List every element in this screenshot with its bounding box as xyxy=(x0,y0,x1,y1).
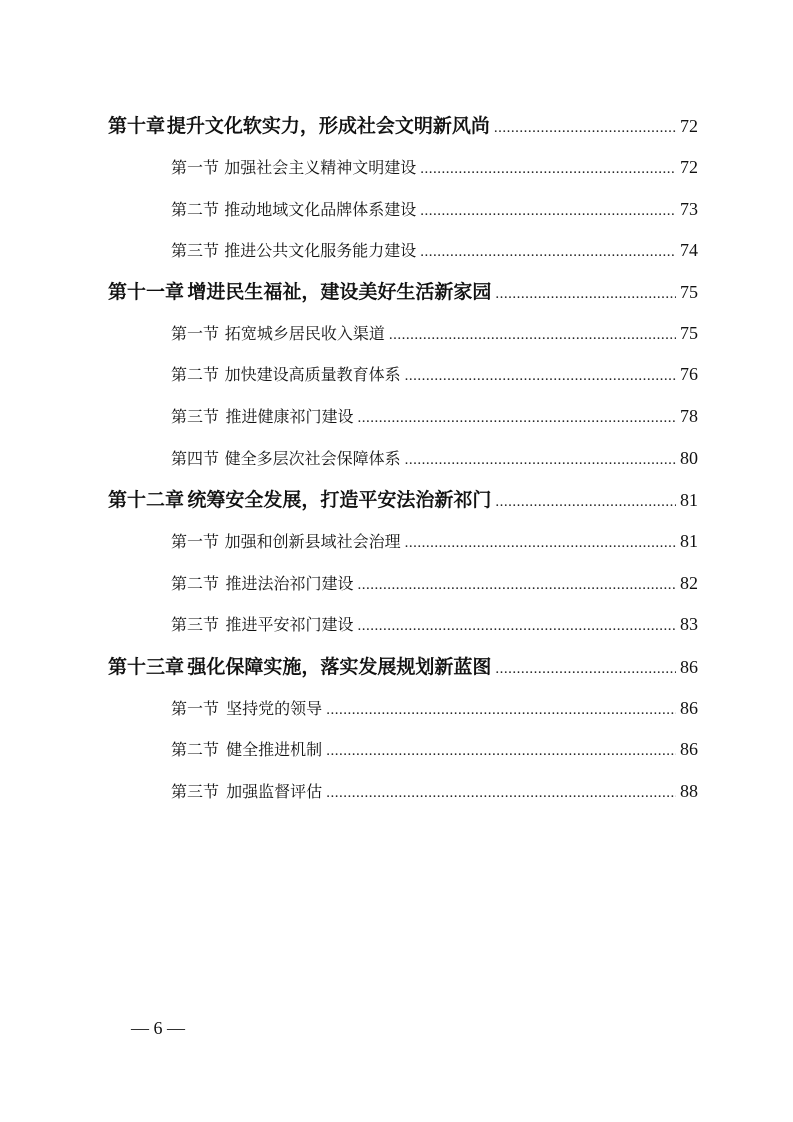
toc-section[interactable] xyxy=(171,779,698,802)
toc-chapter-10[interactable] xyxy=(108,111,698,138)
toc-title: 推进公共文化服务能力建设 xyxy=(224,241,417,260)
toc-title: 健全推进机制 xyxy=(226,740,323,759)
dot-leader xyxy=(420,203,676,220)
toc-title: 强化保障实施，落实发展规划新蓝图 xyxy=(187,656,492,678)
dot-leader xyxy=(326,785,676,802)
dot-leader xyxy=(495,286,676,303)
toc-section[interactable] xyxy=(171,571,698,594)
toc-chapter-11[interactable] xyxy=(108,277,698,304)
toc-page-number: 82 xyxy=(680,573,698,593)
toc-label: 第三节 xyxy=(171,782,220,801)
dot-leader xyxy=(405,452,676,469)
toc-page-number: 86 xyxy=(680,698,698,718)
toc-title: 推进法治祁门建设 xyxy=(225,574,354,593)
dot-leader xyxy=(495,661,676,678)
toc-section[interactable] xyxy=(171,404,698,427)
toc-section[interactable] xyxy=(171,155,698,178)
toc-section[interactable] xyxy=(171,737,698,760)
toc-page-number: 81 xyxy=(680,490,698,510)
toc-label: 第十一章 xyxy=(108,281,185,303)
dot-leader xyxy=(389,327,676,344)
toc-page-number: 86 xyxy=(680,739,698,759)
toc-page-number: 83 xyxy=(680,614,698,634)
toc-title: 加强监督评估 xyxy=(226,782,323,801)
dot-leader xyxy=(495,494,676,511)
toc-title: 坚持党的领导 xyxy=(226,699,323,718)
dot-leader xyxy=(405,368,676,385)
toc-title: 推动地域文化品牌体系建设 xyxy=(224,200,417,219)
toc-label: 第二节 xyxy=(171,365,220,384)
toc-title: 提升文化软实力，形成社会文明新风尚 xyxy=(166,115,490,137)
toc-label: 第四节 xyxy=(171,449,220,468)
dot-leader xyxy=(358,410,676,427)
toc-chapter-12[interactable] xyxy=(108,485,698,512)
toc-title: 加快建设高质量教育体系 xyxy=(224,365,401,384)
toc-title: 健全多层次社会保障体系 xyxy=(224,449,401,468)
toc-label: 第十二章 xyxy=(108,489,185,511)
toc-chapter-13[interactable] xyxy=(108,652,698,679)
toc-label: 第二节 xyxy=(171,740,220,759)
dot-leader xyxy=(358,618,676,635)
dot-leader xyxy=(420,161,676,178)
toc-label: 第三节 xyxy=(171,615,220,634)
toc-section[interactable] xyxy=(171,362,698,385)
toc-section[interactable] xyxy=(171,238,698,261)
toc-page-number: 78 xyxy=(680,406,698,426)
toc-label: 第三节 xyxy=(171,241,220,260)
toc-title: 增进民生福祉，建设美好生活新家园 xyxy=(187,281,492,303)
toc-page-number: 72 xyxy=(680,157,698,177)
toc-page-number: 88 xyxy=(680,781,698,801)
toc-label: 第一节 xyxy=(171,324,220,343)
toc-title: 加强社会主义精神文明建设 xyxy=(224,158,417,177)
toc-title: 推进平安祁门建设 xyxy=(225,615,354,634)
toc-page-number: 75 xyxy=(680,282,698,302)
toc-title: 推进健康祁门建设 xyxy=(225,407,354,426)
toc-page-number: 80 xyxy=(680,448,698,468)
toc-label: 第十章 xyxy=(108,115,166,137)
footer-page-number: — 6 — xyxy=(131,1018,185,1038)
toc-title: 统筹安全发展，打造平安法治新祁门 xyxy=(187,489,492,511)
dot-leader xyxy=(420,244,676,261)
toc-page-number: 73 xyxy=(680,199,698,219)
toc-section[interactable] xyxy=(171,321,698,344)
dot-leader xyxy=(494,120,676,137)
toc-label: 第十三章 xyxy=(108,656,185,678)
toc-section[interactable] xyxy=(171,612,698,635)
toc-title: 拓宽城乡居民收入渠道 xyxy=(224,324,385,343)
toc-page-number: 74 xyxy=(680,240,698,260)
toc-label: 第二节 xyxy=(171,574,220,593)
dot-leader xyxy=(326,702,676,719)
toc-section[interactable] xyxy=(171,696,698,719)
toc-page-number: 76 xyxy=(680,364,698,384)
toc-label: 第三节 xyxy=(171,407,220,426)
toc-label: 第二节 xyxy=(171,200,220,219)
toc-section[interactable] xyxy=(171,529,698,552)
toc-page-number: 81 xyxy=(680,531,698,551)
toc-title: 加强和创新县域社会治理 xyxy=(224,532,401,551)
toc-section[interactable] xyxy=(171,446,698,469)
dot-leader xyxy=(358,577,676,594)
toc-page-number: 86 xyxy=(680,657,698,677)
toc-label: 第一节 xyxy=(171,532,220,551)
toc-section[interactable] xyxy=(171,197,698,220)
toc-page-number: 72 xyxy=(680,116,698,136)
toc-label: 第一节 xyxy=(171,699,220,718)
toc-page-number: 75 xyxy=(680,323,698,343)
toc-label: 第一节 xyxy=(171,158,220,177)
dot-leader xyxy=(326,743,676,760)
dot-leader xyxy=(405,535,676,552)
